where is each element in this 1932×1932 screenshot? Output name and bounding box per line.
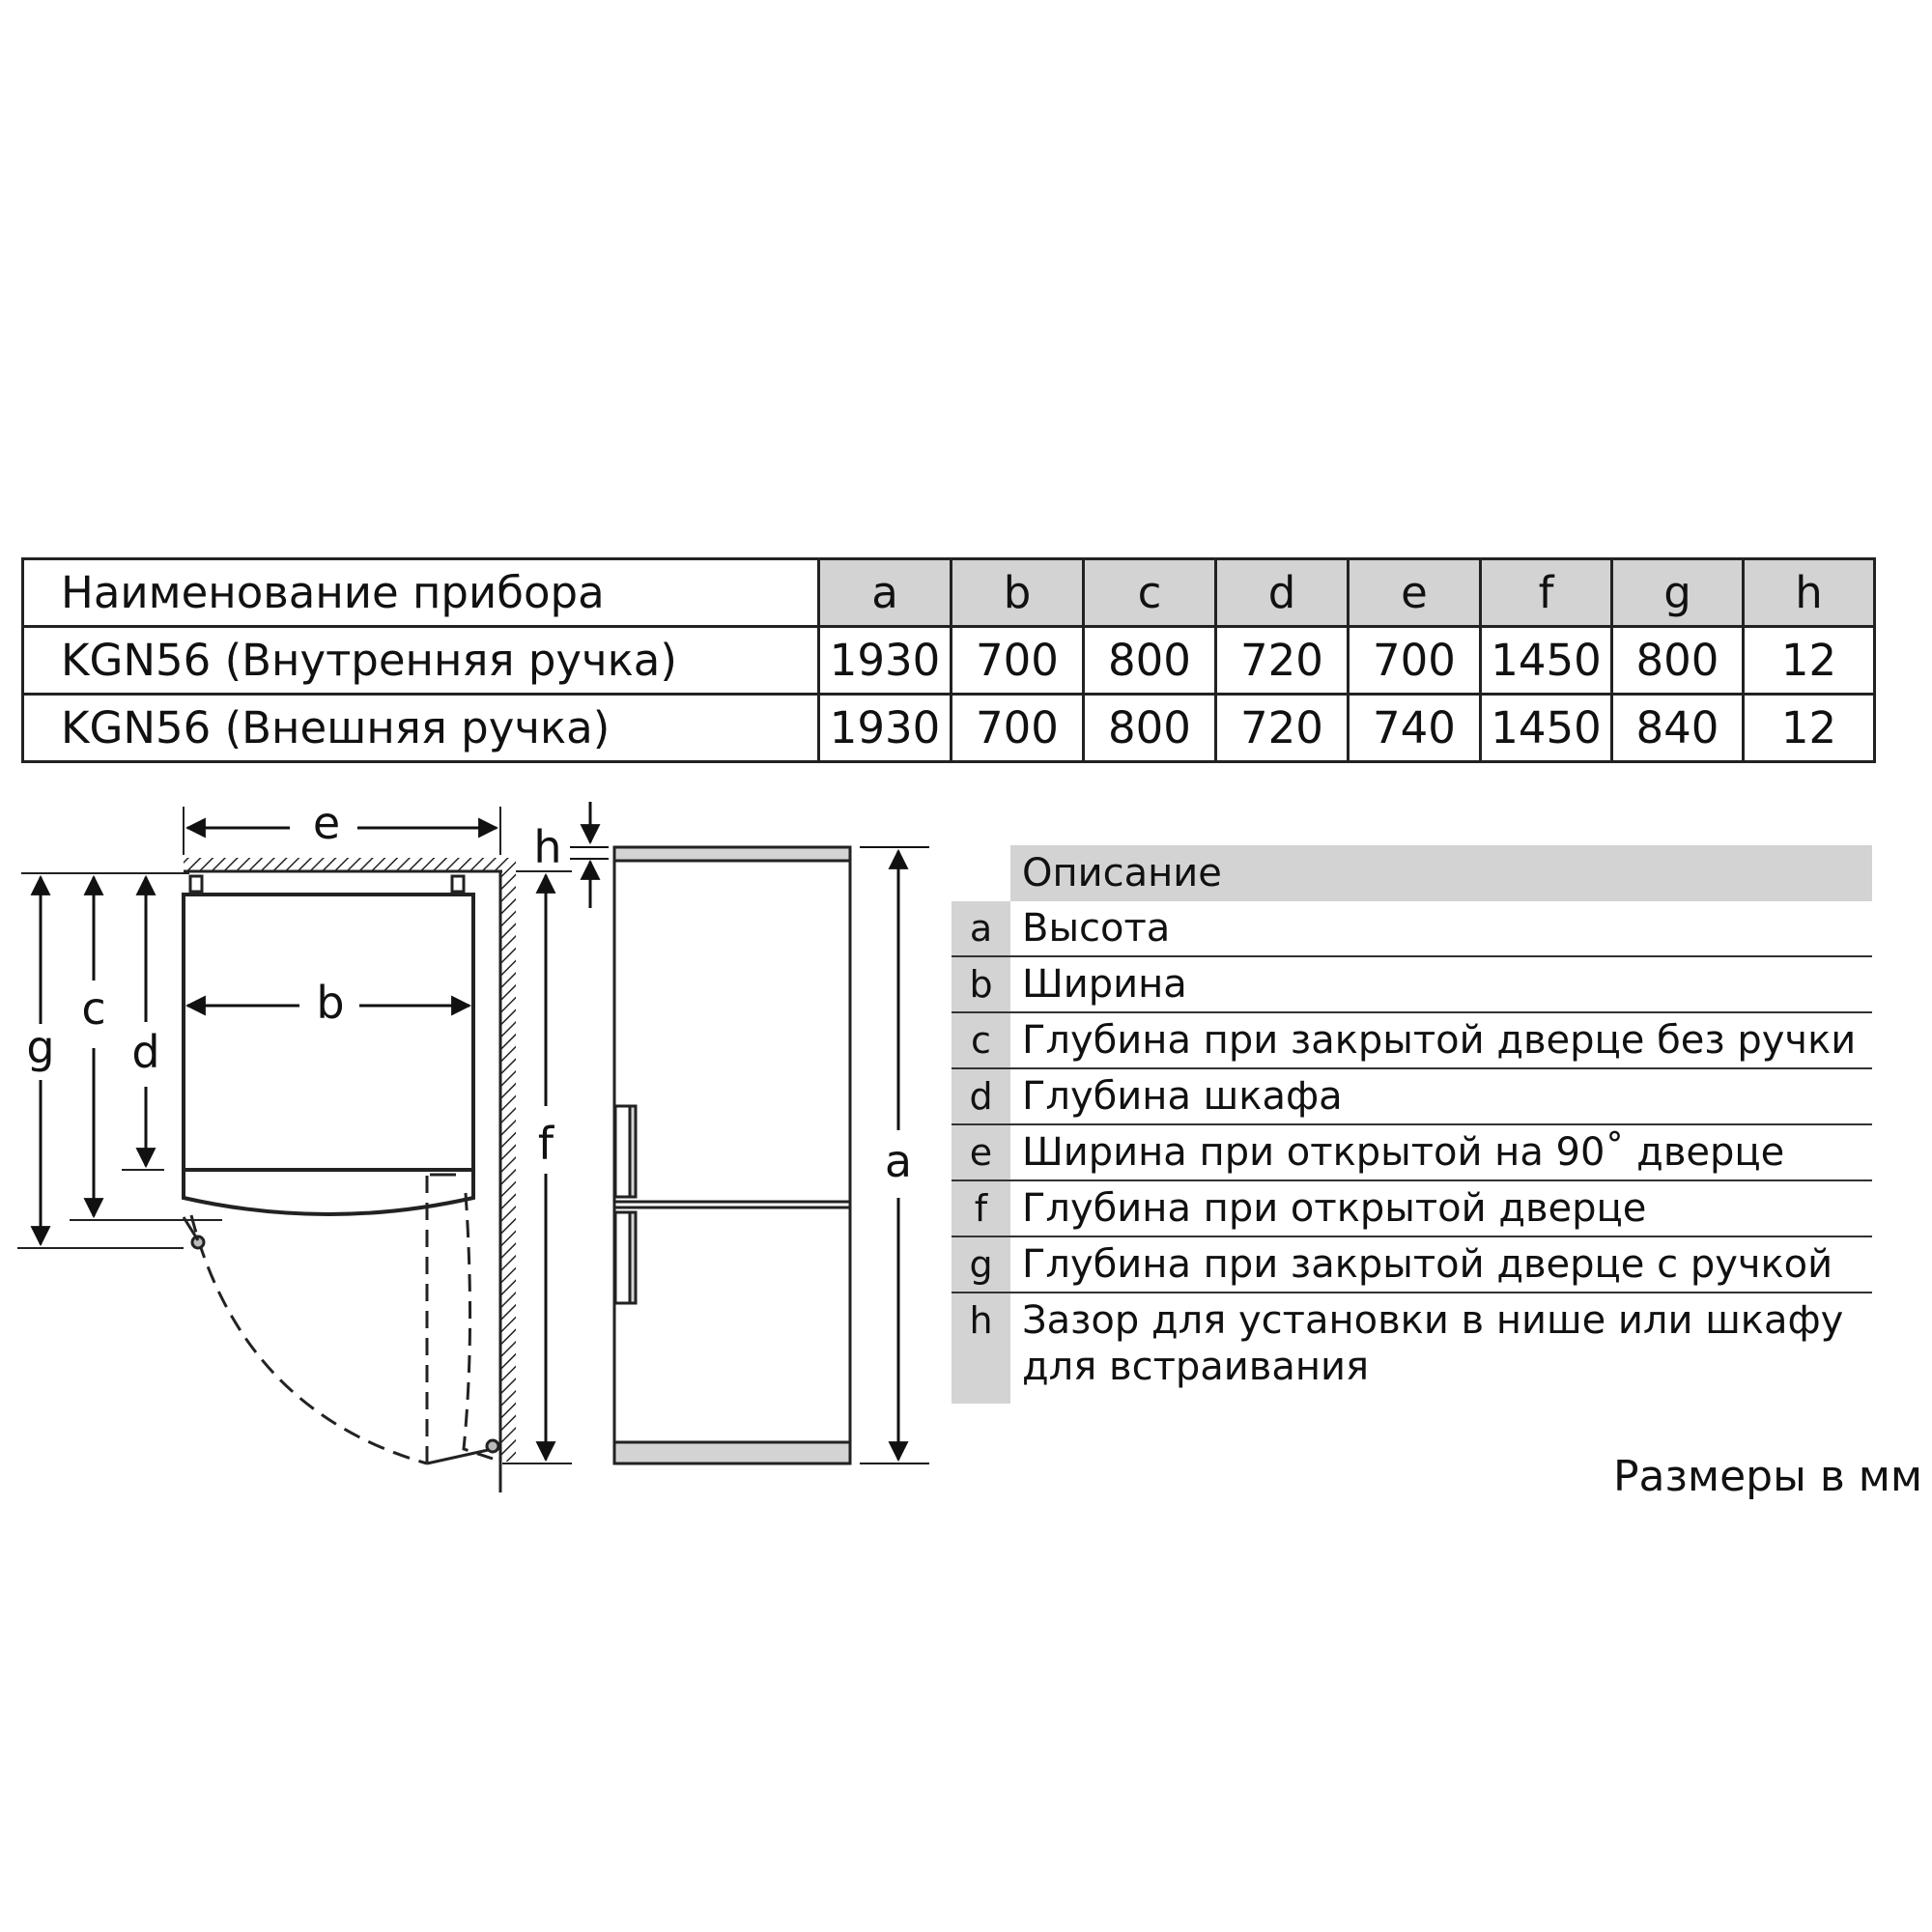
legend-row-c [952,1013,1872,1069]
legend-row-g [952,1237,1872,1293]
spacer-left [190,876,202,892]
dim-label-h: h [533,821,562,873]
value-cell: 840 [1612,695,1744,762]
legend-description: Ширина [1022,962,1187,1007]
door-open-outline [427,1175,493,1463]
spacer-right [452,876,464,892]
legend-description: Глубина при закрытой дверце с ручкой [1022,1242,1833,1287]
value-cell: 12 [1744,627,1875,695]
lower-door-handle-grip [630,1212,636,1303]
door-swing-arc [191,1215,427,1463]
column-header-f: f [1481,559,1612,627]
legend-row-h [952,1293,1872,1404]
legend-key: g [952,1237,1010,1292]
value-cell: 740 [1349,695,1481,762]
value-cell: 12 [1744,695,1875,762]
fridge-top-panel [614,847,850,861]
dim-label-e: e [312,797,341,849]
legend-description: Глубина при открытой дверце [1022,1186,1647,1231]
legend-row-f [952,1181,1872,1237]
value-cell: 720 [1216,627,1349,695]
column-header-d: d [1216,559,1349,627]
dim-label-b: b [316,977,345,1029]
value-cell: 800 [1084,627,1216,695]
legend-key: f [952,1181,1010,1236]
model-name-cell: KGN56 (Внутренняя ручка) [23,627,819,695]
dim-label-c: c [81,982,106,1035]
dim-label-g: g [26,1021,55,1073]
value-cell: 800 [1084,695,1216,762]
legend-row-b [952,957,1872,1013]
upper-door-handle [615,1106,630,1197]
legend-description: Зазор для установки в нише или шкафу для встраивания [1022,1298,1844,1389]
column-header-h: h [1744,559,1875,627]
column-header-c: c [1084,559,1216,627]
value-cell: 800 [1612,627,1744,695]
hinge-pin-right [487,1440,498,1452]
legend-description: Глубина шкафа [1022,1074,1343,1119]
value-cell: 1450 [1481,695,1612,762]
front-view [614,847,850,1463]
column-header-e: e [1349,559,1481,627]
legend-key: h [952,1293,1010,1404]
value-cell: 720 [1216,695,1349,762]
legend-key: b [952,957,1010,1011]
fridge-body-top [184,895,473,1170]
legend-key: e [952,1125,1010,1179]
value-cell: 1930 [819,627,952,695]
value-cell: 1930 [819,695,952,762]
column-header-b: b [952,559,1084,627]
dim-label-a: a [884,1135,913,1187]
side-wall-hatch [500,858,516,1462]
model-name-cell: KGN56 (Внешняя ручка) [23,695,819,762]
dimension-diagram [0,0,966,1507]
legend-key: c [952,1013,1010,1067]
legend-header: Описание [1010,845,1872,901]
description-legend [952,845,1872,1404]
legend-key: a [952,901,1010,955]
legend-description: Ширина при открытой на 90˚ дверце [1022,1130,1785,1175]
value-cell: 1450 [1481,627,1612,695]
legend-row-e [952,1125,1872,1181]
dimension-arrows [41,802,929,1463]
rear-wall-hatch [184,858,500,871]
column-header-g: g [1612,559,1744,627]
upper-door-handle-grip [630,1106,636,1197]
column-header-a: a [819,559,952,627]
legend-row-d [952,1069,1872,1125]
top-view [17,807,572,1492]
value-cell: 700 [952,695,1084,762]
value-cell: 700 [952,627,1084,695]
door-closed [184,1170,473,1214]
dim-label-d: d [131,1026,160,1078]
legend-row-a [952,901,1872,957]
legend-description: Высота [1022,906,1171,951]
fridge-plinth [614,1442,850,1463]
legend-description: Глубина при закрытой дверце без ручки [1022,1018,1857,1063]
lower-door-handle [615,1212,630,1303]
legend-key: d [952,1069,1010,1123]
units-note: Размеры в мм [1613,1452,1923,1501]
dim-label-f: f [537,1118,554,1170]
value-cell: 700 [1349,627,1481,695]
fridge-front-outline [614,847,850,1463]
column-header-name: Наименование прибора [23,559,819,627]
